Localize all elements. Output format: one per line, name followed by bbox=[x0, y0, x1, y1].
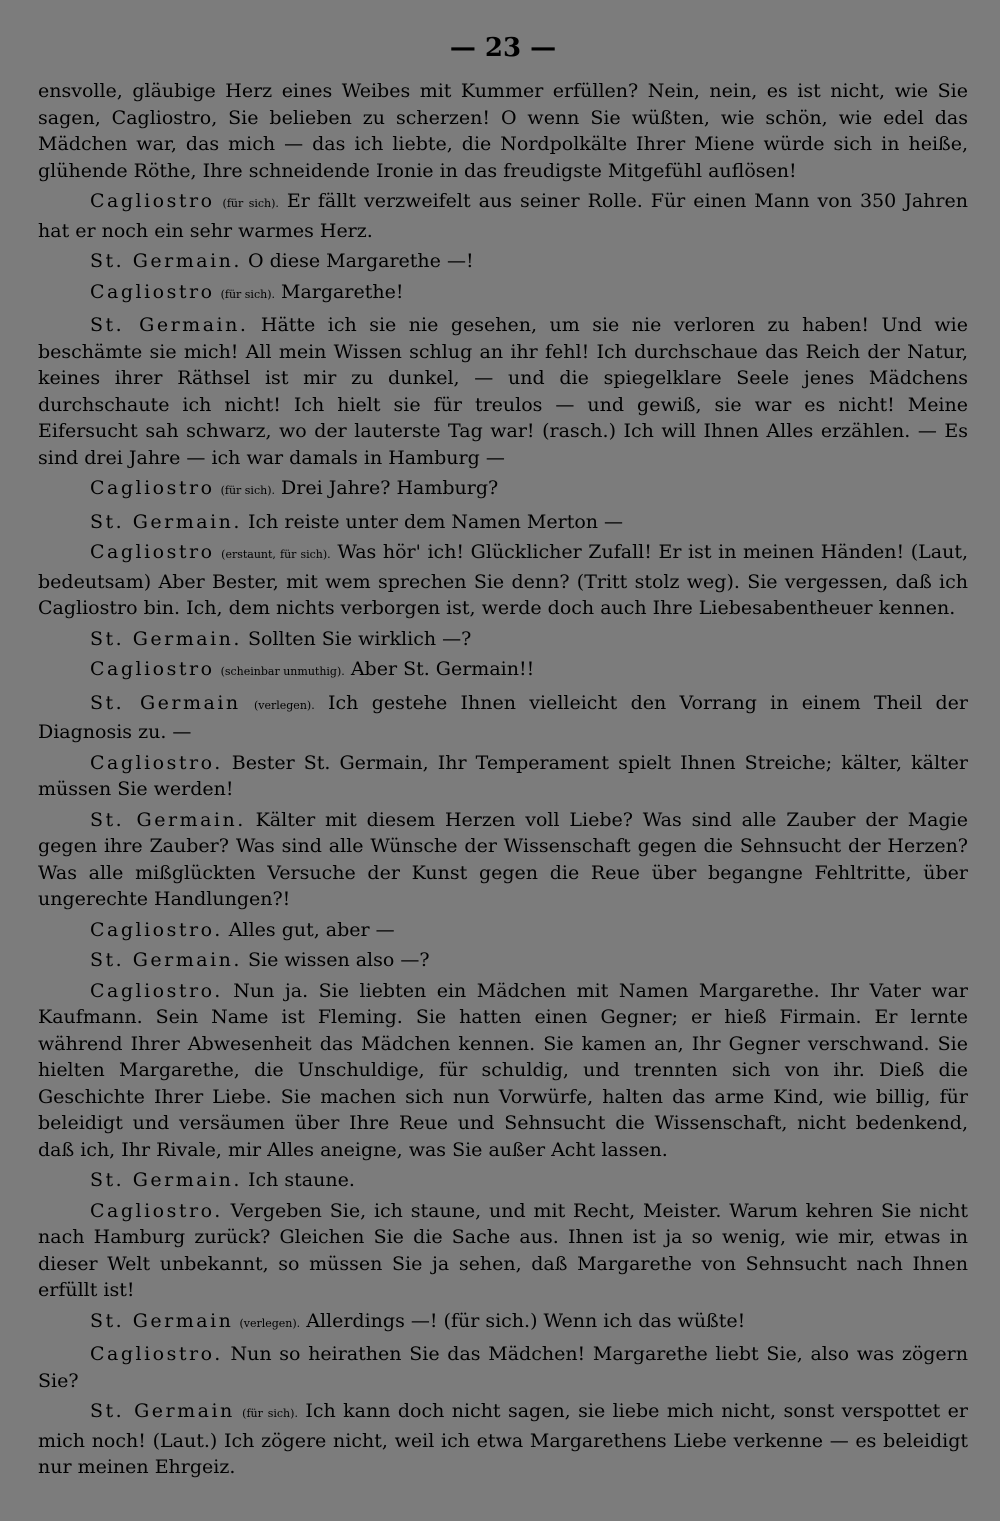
stage-direction: (verlegen). bbox=[253, 698, 315, 712]
stage-direction: (für sich). bbox=[220, 287, 275, 301]
speaker-name: Cagliostro. bbox=[90, 1199, 223, 1222]
speaker-name: Cagliostro. bbox=[90, 751, 223, 774]
spoken-text: Sie wissen also —? bbox=[247, 949, 430, 971]
spoken-text: Nun so heirathen Sie das Mädchen! Margarethe liebt Sie, also was zögern Sie? bbox=[38, 1343, 969, 1392]
dialogue-line bbox=[38, 248, 968, 275]
dialogue-line bbox=[38, 626, 968, 653]
dialogue-line bbox=[38, 947, 968, 974]
spoken-text: Ich staune. bbox=[247, 1169, 355, 1191]
speaker-name: Cagliostro bbox=[90, 541, 215, 563]
dialogue-line bbox=[38, 750, 968, 803]
speaker-name: St. Germain. bbox=[90, 627, 242, 650]
speaker-name: St. Germain bbox=[90, 1400, 235, 1422]
spoken-text: Alles gut, aber — bbox=[228, 918, 395, 941]
speaker-name: St. Germain bbox=[90, 1309, 234, 1332]
speaker-name: St. Germain. bbox=[90, 510, 242, 533]
speaker-name: Cagliostro bbox=[90, 280, 215, 303]
spoken-text: Vergeben Sie, ich staune, und mit Recht, Meister. Warum kehren Sie nicht nach Hamburg zurück? Gleichen Sie die Sache aus. Ihnen ist ja so wenig, wie mir, etwas in dieser Welt unbekannt, so müssen Sie ja sehen, daß Margarethe von Sehnsucht nach Ihnen erfüllt ist! bbox=[38, 1199, 968, 1301]
speaker-name: Cagliostro bbox=[90, 658, 215, 680]
spoken-text: Nun ja. Sie liebten ein Mädchen mit Namen Margarethe. Ihr Vater war Kaufmann. Sein Name ist Fleming. Sie hatten einen Gegner; er hieß Firmain. Er lernte während Ihrer Abwesenheit das Mädchen kennen. Sie kamen an, Ihr Gegner verschwand. Sie hielten Margarethe, die Unschuldige, für schuldig, und trennten sich von ihr. Dieß die Geschichte Ihrer Liebe. Sie machen sich nun Vorwürfe, halten das arme Kind, wie billig, für beleidigt und versäumen über Ihre Reue und Sehnsucht die Wissenschaft, nicht bedenkend, daß ich, Ihr Rivale, mir Alles aneigne, was Sie außer Acht lassen. bbox=[38, 979, 968, 1161]
stage-direction: (verlegen). bbox=[239, 1316, 301, 1330]
speaker-name: St. Germain. bbox=[90, 314, 249, 336]
spoken-text: Aber St. Germain!! bbox=[350, 658, 535, 680]
text-paragraph bbox=[38, 78, 968, 184]
speaker-name: St. Germain bbox=[90, 691, 241, 714]
speaker-name: St. Germain. bbox=[90, 808, 246, 831]
spoken-text: Ich reiste unter dem Namen Merton — bbox=[247, 510, 624, 533]
dialogue-line bbox=[38, 539, 968, 622]
spoken-text: Sollten Sie wirklich —? bbox=[247, 627, 472, 650]
dialogue-line bbox=[38, 656, 968, 686]
dialogue-line bbox=[38, 509, 968, 536]
dialogue-line bbox=[38, 807, 968, 913]
stage-direction: (für sich). bbox=[222, 197, 279, 210]
speaker-name: St. Germain. bbox=[90, 949, 242, 971]
text-body bbox=[38, 78, 968, 1481]
dialogue-line bbox=[38, 917, 968, 944]
dialogue-line bbox=[38, 1308, 968, 1338]
dialogue-line bbox=[38, 978, 968, 1164]
spoken-text: Drei Jahre? Hamburg? bbox=[281, 477, 499, 499]
spoken-text: Allerdings —! (für sich.) Wenn ich das wüßte! bbox=[306, 1309, 746, 1332]
dialogue-line bbox=[38, 1398, 968, 1481]
dialogue-line bbox=[38, 1167, 968, 1194]
spoken-text: Kälter mit diesem Herzen voll Liebe? Was sind alle Zauber der Magie gegen ihre Zauber? Was sind alle Wünsche der Wissenschaft gegen die Sehnsucht der Herzen? Was alle mißglückten Versuche der Kunst gegen die Reue über begangne Fehltritte, über ungerechte Handlungen?! bbox=[38, 808, 968, 910]
spoken-text: ensvolle, gläubige Herz eines Weibes mit Kummer erfüllen? Nein, nein, es ist nicht, wie Sie sagen, Cagliostro, Sie belieben zu scherzen! O wenn Sie wüßten, wie schön, wie edel das Mädchen war, das mich — das ich liebte, die Nordpolkälte Ihrer Miene würde sich in heiße, glühende Röthe, Ihre schneidende Ironie in das freudigste Mitgefühl auflösen! bbox=[38, 80, 968, 182]
spoken-text: Bester St. Germain, Ihr Temperament spielt Ihnen Streiche; kälter, kälter müssen Sie werden! bbox=[38, 751, 968, 800]
speaker-name: Cagliostro. bbox=[90, 1343, 223, 1365]
speaker-name: St. Germain. bbox=[90, 250, 242, 272]
stage-direction: (scheinbar unmuthig). bbox=[220, 665, 345, 678]
dialogue-line bbox=[38, 188, 968, 244]
page-number: — 23 — bbox=[449, 33, 557, 63]
stage-direction: (für sich). bbox=[220, 484, 275, 497]
speaker-name: Cagliostro bbox=[90, 477, 215, 499]
speaker-name: St. Germain. bbox=[90, 1169, 242, 1191]
dialogue-line bbox=[38, 1198, 968, 1304]
dialogue-line bbox=[38, 279, 968, 309]
spoken-text: Ich kann doch nicht sagen, sie liebe mich nicht, sonst verspottet er mich noch! (Laut.) Ich zögere nicht, weil ich etwa Margarethens Liebe verkenne — es beleidigt nur meinen Ehrgeiz. bbox=[38, 1400, 968, 1478]
dialogue-line bbox=[38, 690, 968, 746]
speaker-name: Cagliostro. bbox=[90, 918, 223, 941]
spoken-text: Hätte ich sie nie gesehen, um sie nie verloren zu haben! Und wie beschämte sie mich! All mein Wissen schlug an ihr fehl! Ich durchschaue das Reich der Natur, keines ihrer Räthsel ist mir zu dunkel, — und die spiegelklare Seele jenes Mädchens durchschaute ich nicht! Ich hielt sie für treulos — und gewiß, sie war es nicht! Meine Eifersucht sah schwarz, wo der lauterste Tag war! (rasch.) Ich will Ihnen Alles erzählen. — Es sind drei Jahre — ich war damals in Hamburg — bbox=[38, 314, 968, 469]
spoken-text: Ich gestehe Ihnen vielleicht den Vorrang in einem Theil der Diagnosis zu. — bbox=[38, 691, 968, 743]
dialogue-line bbox=[38, 475, 968, 505]
speaker-name: Cagliostro. bbox=[90, 979, 223, 1002]
spoken-text: Was hör' ich! Glücklicher Zufall! Er ist in meinen Händen! (Laut, bedeutsam) Aber Bester, mit wem sprechen Sie denn? (Tritt stolz weg). Sie vergessen, daß ich Cagliostro bin. Ich, dem nichts verborgen ist, werde doch auch Ihre Liebesabentheuer kennen. bbox=[38, 541, 969, 619]
dialogue-line bbox=[38, 1341, 968, 1394]
speaker-name: Cagliostro bbox=[90, 190, 215, 212]
stage-direction: (für sich). bbox=[242, 1407, 298, 1420]
spoken-text: Er fällt verzweifelt aus seiner Rolle. Für einen Mann von 350 Jahren hat er noch ein sehr warmes Herz. bbox=[38, 190, 968, 242]
dialogue-line bbox=[38, 312, 968, 471]
spoken-text: O diese Margarethe —! bbox=[247, 250, 474, 272]
stage-direction: (erstaunt, für sich). bbox=[221, 548, 331, 561]
spoken-text: Margarethe! bbox=[281, 280, 404, 303]
